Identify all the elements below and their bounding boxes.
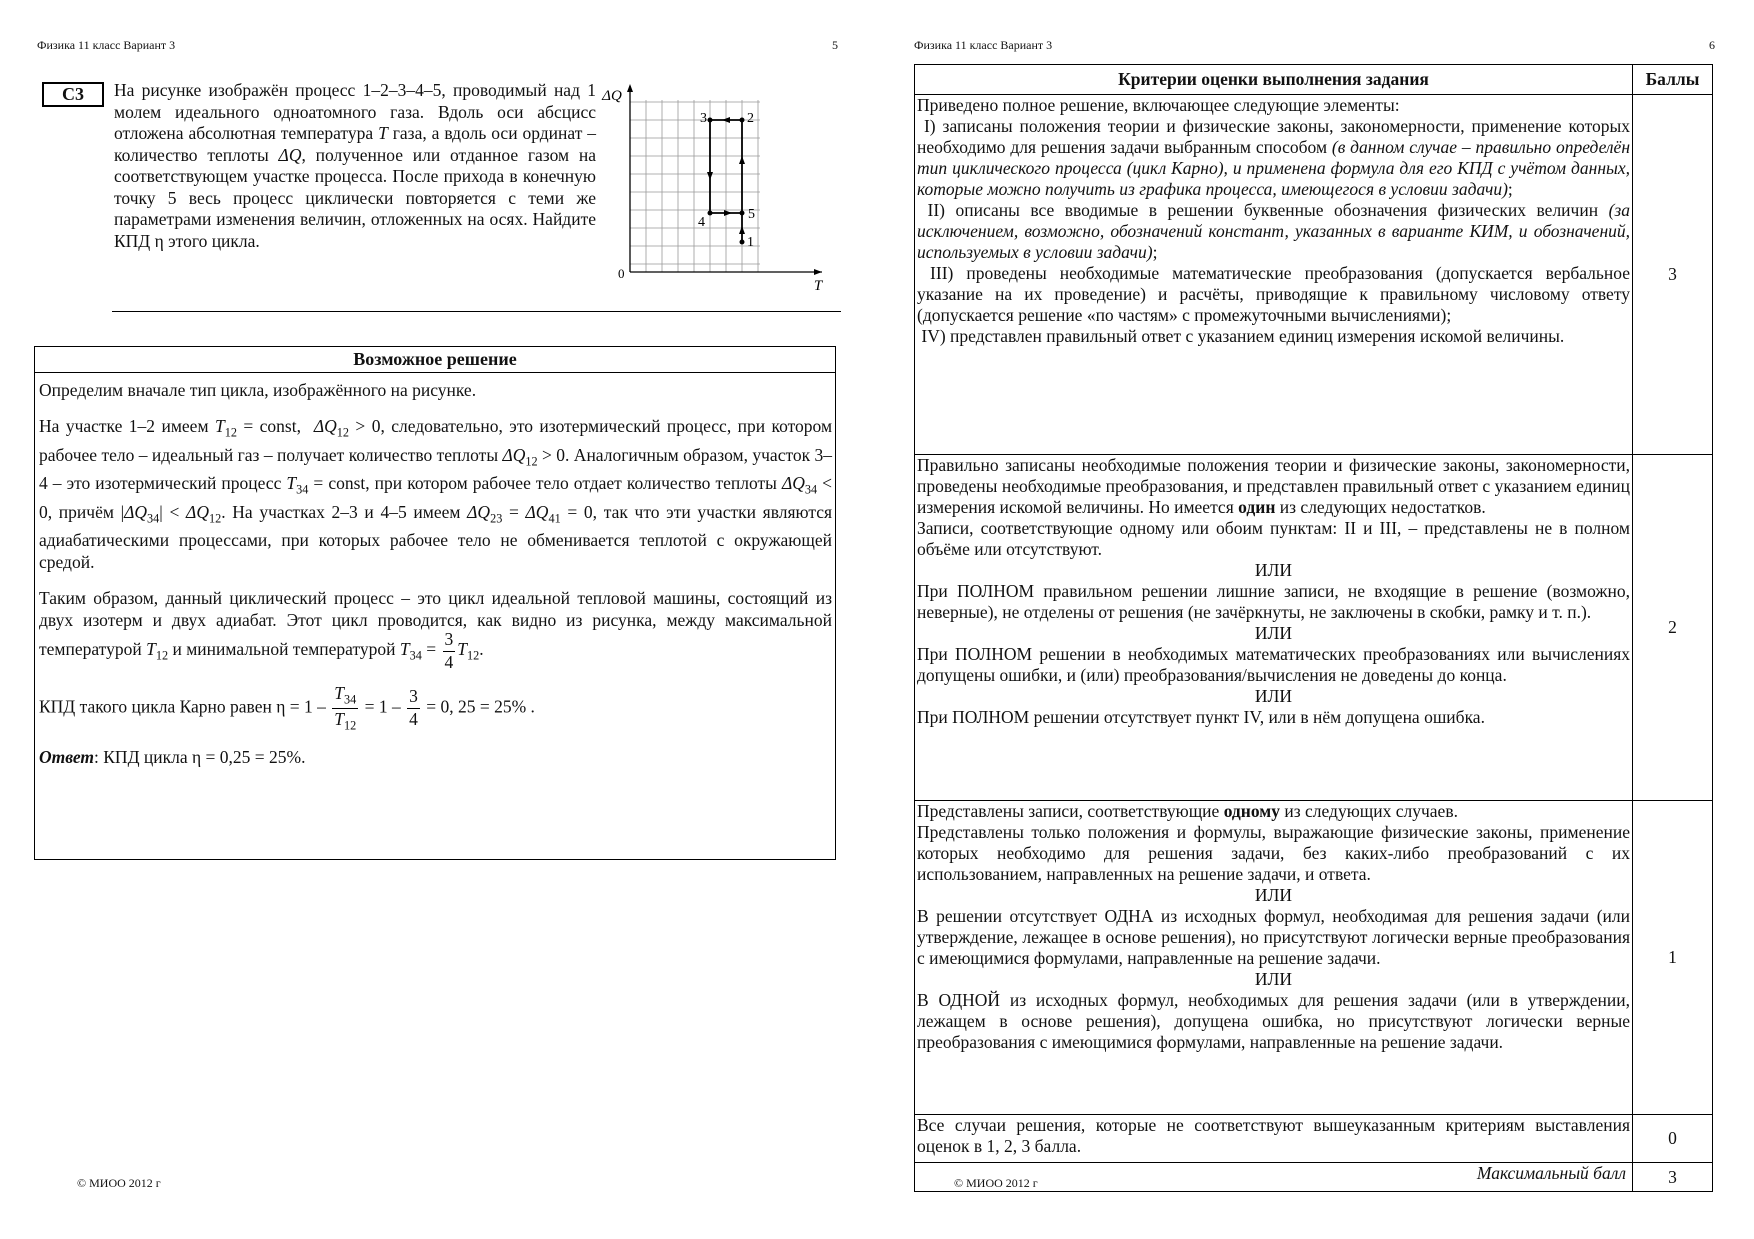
y-axis-arrow (627, 84, 633, 92)
point-label-4: 4 (698, 215, 705, 230)
page-header: Физика 11 класс Вариант 3 (37, 38, 176, 52)
max-score-value: 3 (1633, 1163, 1713, 1192)
point-label-5: 5 (748, 207, 755, 222)
task-label: С3 (42, 82, 104, 107)
var-T: T (378, 123, 388, 143)
y-axis-label: ΔQ (602, 88, 622, 104)
graph-grid (630, 100, 760, 272)
score-cell: 2 (1633, 455, 1713, 801)
table-row (915, 801, 1713, 1115)
solution-title: Возможное решение (35, 347, 835, 373)
x-axis-label: T (813, 278, 823, 292)
page-number: 6 (1709, 38, 1715, 52)
criteria-cell: Все случаи решения, которые не соответствуют вышеуказанным критериям выставления оценок в 1, 2, 3 балла. (915, 1115, 1633, 1163)
solution-paragraph: Таким образом, данный циклический процесс – это цикл идеальной тепловой машины, состоящий из двух изотерм и двух адиабат. Этот цикл проводится, как видно из рисунка, между максимальной температурой $T_{12}$ и минимальной температурой $T_{34}$ = $\frac{3}{4}$ $T_{12}$. (39, 588, 832, 672)
task-text-part: газа, а вдоль оси ординат – количество теплоты (114, 123, 597, 165)
criteria-cell: Приведено полное решение, включающее следующие элементы: I) записаны положения теории и физические законы, закономерности, применение которых необходимо для решения задачи выбранным способом (в данном случае – правильно определён тип циклического процесса (цикл Карно), и применена формула для его КПД с учётом данных, которые можно получить из графика процесса, имеющегося в условии задачи); II) описаны все вводимые в решении буквенные обозначения физических величин (за исключением, возможно, обозначений констант, указанных в варианте КИМ, и обозначений, используемых в условии задачи); III) проведены необходимые математические преобразования (допускается вербальное указание на их проведение) и расчёты, приводящие к правильному числовому ответу (допускается решение «по частям» с промежуточными вычислениями); IV) представлен правильный ответ с указанием единиц измерения искомой величины. (915, 95, 1633, 455)
point-label-2: 2 (747, 111, 754, 126)
page-header: Физика 11 класс Вариант 3 (914, 38, 1053, 52)
criteria-cell: Представлены записи, соответствующие одному из следующих случаев. Представлены только положения и формулы, выражающие физические законы, применение которых необходимо для решения задачи, без каких-либо преобразований с их использованием, направленных на решение задачи, и ответа. ИЛИ В решении отсутствует ОДНА из исходных формул, необходимая для решения задачи (или утверждение, лежащее в основе решения), но присутствуют логически верные преобразования с имеющимися формулами, направленные на решение задачи. ИЛИ В ОДНОЙ из исходных формул, необходимых для решения задачи (или в утверждении, лежащем в основе решения), допущена ошибка, но присутствуют логически верные преобразования с имеющимися формулами, направленные на решение задачи. (915, 801, 1633, 1115)
answer: Ответ: КПД цикла η = 0,25 = 25%. (39, 746, 306, 767)
solution-box (34, 346, 836, 860)
table-row (915, 455, 1713, 801)
page-number: 5 (832, 38, 838, 52)
point-label-3: 3 (700, 111, 707, 126)
criteria-header: Критерии оценки выполнения задания (915, 65, 1633, 95)
arrow-1-2 (739, 156, 745, 164)
solution-paragraph: На участке 1–2 имеем $T_{12}$ = const, $\Delta Q_{12} > 0$, следовательно, это изотермический процесс, при котором рабочее тело – идеальный газ – получает количество теплоты $\Delta Q_{12} > 0$. Аналогичным образом, участок 3–4 – это изотермический процесс $T_{34}$ = const, при котором рабочее тело отдает количество теплоты $\Delta Q_{34} < 0$, причём $|\Delta Q_{34}| < \Delta Q_{12}$. На участках 2–3 и 4–5 имеем $\Delta Q_{23} = \Delta Q_{41} = 0$, так что эти участки являются адиабатическими процессами, при которых рабочее тело не обменивается теплотой с окружающей средой. (39, 416, 833, 572)
fraction: $\frac{3}{4}$ (444, 629, 454, 672)
point-label-1: 1 (747, 235, 754, 250)
table-row (915, 1115, 1713, 1163)
arrow-3-4 (707, 172, 713, 180)
criteria-cell: Правильно записаны необходимые положения теории и физические законы, закономерности, проведены необходимые преобразования, и представлен правильный ответ с указанием единиц измерения искомой величины. Но имеется один из следующих недостатков. Записи, соответствующие одному или обоим пунктам: II и III, – представлены не в полном объёме или отсутствуют. ИЛИ При ПОЛНОМ правильном решении лишние записи, не входящие в решение (возможно, неверные), не отделены от решения (не зачёркнуты, не заключены в скобки, рамку и т. п.). ИЛИ При ПОЛНОМ решении в необходимых математических преобразованиях или вычислениях допущены ошибки, и (или) преобразования/вычисления не доведены до конца. ИЛИ При ПОЛНОМ решении отсутствует пункт IV, или в нём допущена ошибка. (915, 455, 1633, 801)
max-score-label: Максимальный балл (915, 1163, 1633, 1192)
arrow-5-1 (739, 226, 745, 234)
fraction: $\frac{3}{4}$ (409, 686, 418, 729)
criteria-table (914, 64, 1713, 1192)
var-dQ: ΔQ (278, 144, 302, 165)
table-row (915, 95, 1713, 455)
page-footer: © МИОО 2012 г (954, 1176, 1038, 1190)
solution-paragraph: Определим вначале тип цикла, изображённого на рисунке. (39, 380, 477, 400)
task-statement (114, 80, 596, 252)
x-axis-arrow (814, 269, 822, 275)
task-text-part: На рисунке изображён процесс 1–2–3–4–5, проводимый над 1 молем идеального одноатомного газа. Вдоль оси абсцисс отложена абсолютная температура (114, 80, 596, 143)
solution-body (35, 373, 835, 768)
origin-label: 0 (618, 266, 625, 281)
right-page (877, 0, 1754, 1239)
process-graph (600, 82, 830, 292)
solution-paragraph: КПД такого цикла Карно равен η = 1 – $\frac{T_{34}}{T_{12}}$ = 1 – $\frac{3}{4}$ = 0, 25 = 25% . (39, 683, 535, 733)
score-cell: 3 (1633, 95, 1713, 455)
score-header: Баллы (1633, 65, 1713, 95)
score-cell: 1 (1633, 801, 1713, 1115)
score-cell: 0 (1633, 1115, 1713, 1163)
page-footer: © МИОО 2012 г (77, 1176, 161, 1190)
fraction: $\frac{T_{34}}{T_{12}}$ (334, 683, 357, 733)
task-text-part: , полученное или отданное газом на соответствующем участке процесса. После прихода в конечную точку 5 весь процесс циклически повторяется с теми же параметрами изменения величин, отложенных на осях. Найдите КПД η этого цикла. (114, 144, 597, 251)
task-divider (112, 311, 841, 312)
table-header-row (915, 65, 1713, 95)
arrow-4-5 (724, 210, 732, 216)
